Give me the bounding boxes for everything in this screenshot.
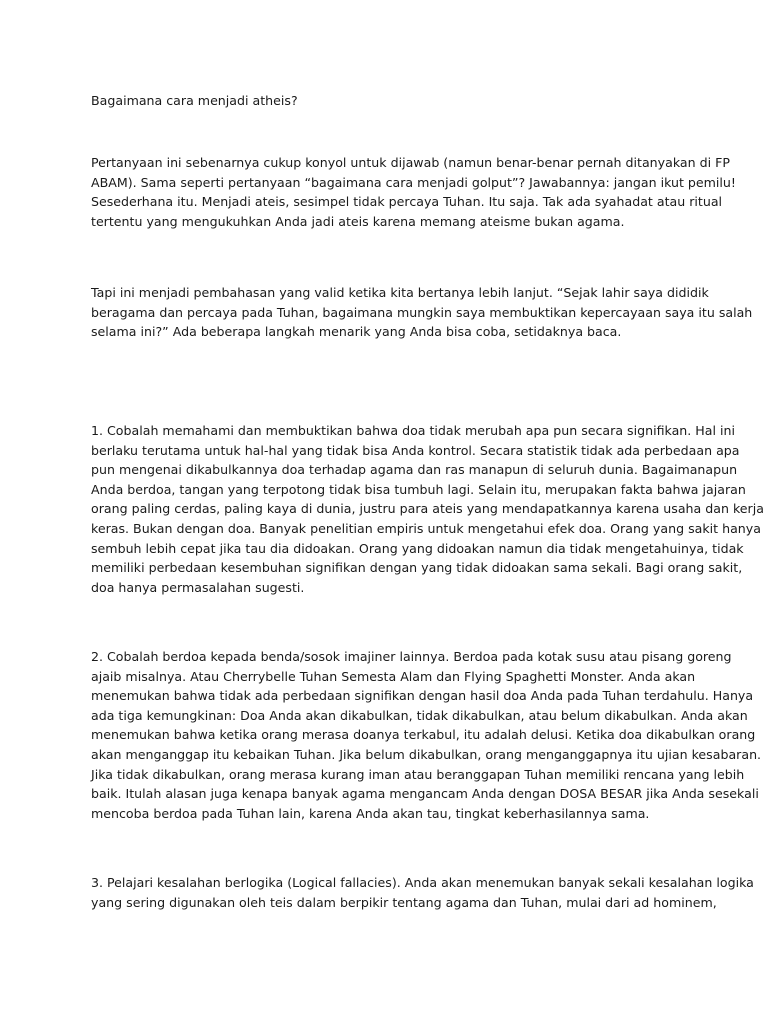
text-line: 2. Cobalah berdoa kepada benda/sosok imajiner lainnya. Berdoa pada kotak susu atau pisang goreng xyxy=(91,649,732,664)
text-line: tertentu yang mengukuhkan Anda jadi ateis karena memang ateisme bukan agama. xyxy=(91,213,625,229)
text-line: yang sering digunakan oleh teis dalam berpikir tentang agama dan Tuhan, mulai dari ad hominem, xyxy=(91,894,717,910)
paragraph-step-3 xyxy=(91,873,754,912)
text-line: doa hanya permasalahan sugesti. xyxy=(91,579,305,595)
text-line: Jika tidak dikabulkan, orang merasa kurang iman atau beranggapan Tuhan memiliki rencana yang lebih xyxy=(91,766,745,782)
text-line: ABAM). Sama seperti pertanyaan “bagaimana cara menjadi golput”? Jawabannya: jangan ikut pemilu! xyxy=(91,174,736,190)
paragraph-question xyxy=(91,283,753,342)
text-line: beragama dan percaya pada Tuhan, bagaimana mungkin saya membuktikan kepercayaan saya itu salah xyxy=(91,304,753,320)
text-line: akan menganggap itu kebaikan Tuhan. Jika belum dikabulkan, orang menganggapnya itu ujian kesabaran. xyxy=(91,746,762,762)
text-line: menemukan bahwa ketika orang merasa doanya terkabul, itu adalah delusi. Ketika doa dikabulkan orang xyxy=(91,727,756,743)
text-line: mencoba berdoa pada Tuhan lain, karena Anda akan tau, tingkat keberhasilannya sama. xyxy=(91,805,650,821)
text-line: berlaku terutama untuk hal-hal yang tidak bisa Anda kontrol. Secara statistik tidak ada perbedaan apa xyxy=(91,442,740,458)
text-line: 3. Pelajari kesalahan berlogika (Logical fallacies). Anda akan menemukan banyak sekali kesalahan logika xyxy=(91,875,754,890)
title-line: Bagaimana cara menjadi atheis? xyxy=(91,93,298,108)
text-line: memiliki perbedaan kesembuhan signifikan dengan yang tidak didoakan sama sekali. Bagi orang sakit, xyxy=(91,560,743,576)
text-line: ada tiga kemungkinan: Doa Anda akan dikabulkan, tidak dikabulkan, atau belum dikabulkan. Anda akan xyxy=(91,707,748,723)
text-line: Sesederhana itu. Menjadi ateis, sesimpel tidak percaya Tuhan. Itu saja. Tak ada syahadat atau ritual xyxy=(91,194,723,210)
text-line: baik. Itulah alasan juga kenapa banyak agama mengancam Anda dengan DOSA BESAR jika Anda sesekali xyxy=(91,786,759,802)
text-line: pun mengenai dikabulkannya doa terhadap agama dan ras manapun di seluruh dunia. Bagaimanapun xyxy=(91,462,738,478)
text-line: orang paling cerdas, paling kaya di dunia, justru para ateis yang mendapatkannya karena usaha dan kerja xyxy=(91,501,764,517)
text-line: keras. Bukan dengan doa. Banyak penelitian empiris untuk mengetahui efek doa. Orang yang sakit hanya xyxy=(91,520,761,536)
text-line: Anda berdoa, tangan yang terpotong tidak bisa tumbuh lagi. Selain itu, merupakan fakta bahwa jajaran xyxy=(91,481,746,497)
text-line: selama ini?” Ada beberapa langkah menarik yang Anda bisa coba, setidaknya baca. xyxy=(91,324,622,340)
paragraph-step-1 xyxy=(91,421,764,597)
paragraph-step-2 xyxy=(91,647,762,823)
document-title xyxy=(91,91,691,111)
text-line: Tapi ini menjadi pembahasan yang valid ketika kita bertanya lebih lanjut. “Sejak lahir saya dididik xyxy=(91,285,709,300)
text-line: 1. Cobalah memahami dan membuktikan bahwa doa tidak merubah apa pun secara signifikan. Hal ini xyxy=(91,423,735,438)
text-line: Pertanyaan ini sebenarnya cukup konyol untuk dijawab (namun benar-benar pernah ditanyakan di FP xyxy=(91,155,730,170)
text-line: ajaib misalnya. Atau Cherrybelle Tuhan Semesta Alam dan Flying Spaghetti Monster. Anda akan xyxy=(91,668,696,684)
text-line: sembuh lebih cepat jika tau dia didoakan. Orang yang didoakan namun dia tidak mengetahuinya, tidak xyxy=(91,540,744,556)
text-line: menemukan bahwa tidak ada perbedaan signifikan dengan hasil doa Anda pada Tuhan terdahulu. Hanya xyxy=(91,688,754,704)
paragraph-intro xyxy=(91,153,736,231)
